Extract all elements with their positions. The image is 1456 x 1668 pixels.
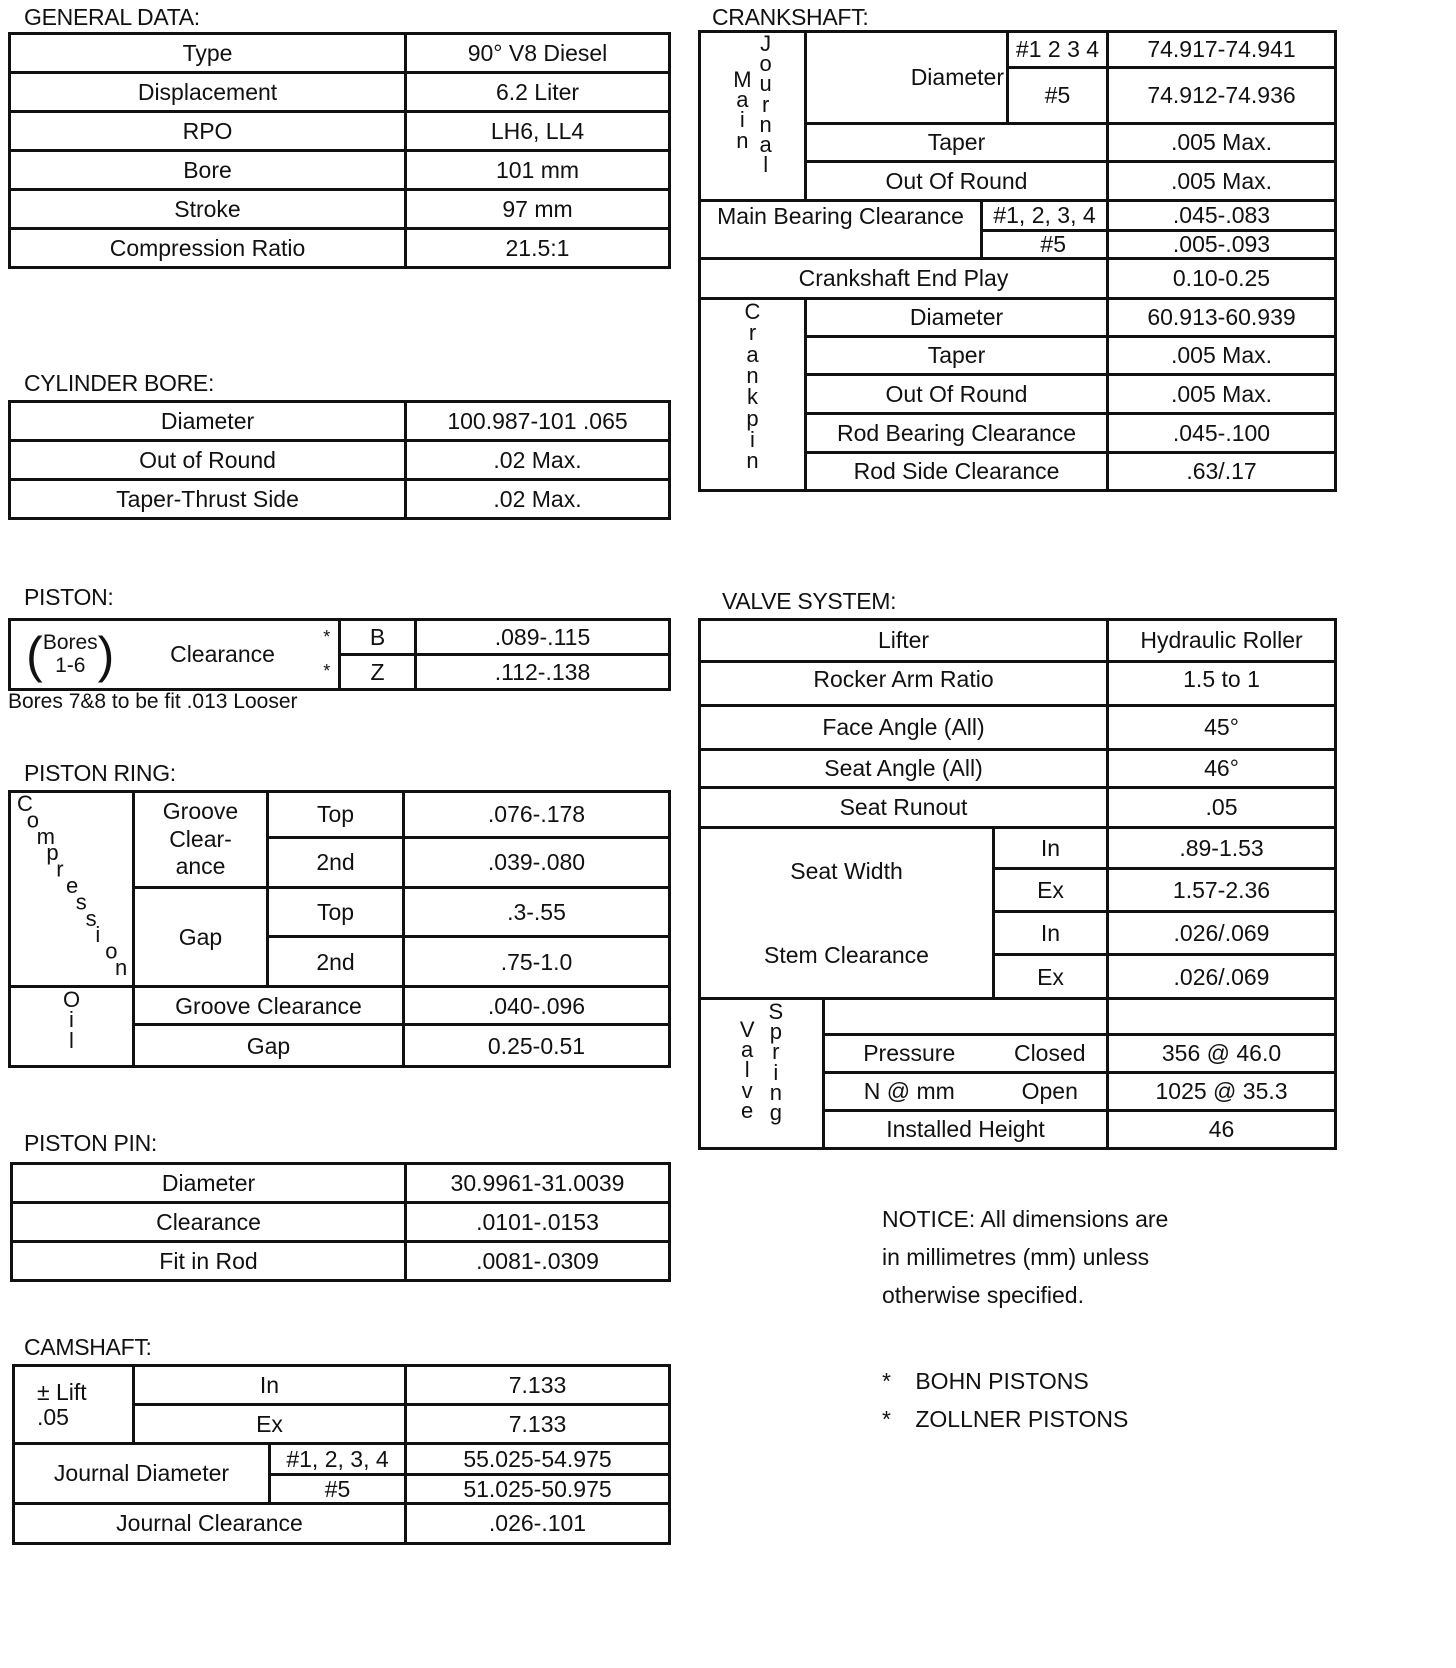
- journal-clearance-label: Journal Clearance: [14, 1504, 406, 1544]
- gap-2nd-value: .75-1.0: [404, 937, 670, 987]
- table-row: [700, 32, 1336, 68]
- mbc-5-label: #5: [982, 231, 1108, 259]
- table-row: [12, 1242, 670, 1281]
- rocker-ratio-label: Rocker Arm Ratio: [700, 662, 1108, 706]
- table-row: [700, 201, 1336, 231]
- table-row: [700, 299, 1336, 337]
- cam-in-value: 7.133: [406, 1366, 670, 1405]
- crankshaft-heading: CRANKSHAFT:: [712, 4, 869, 30]
- gap-2nd-label: 2nd: [268, 937, 404, 987]
- table-row: [700, 828, 1336, 869]
- spring-blank-cell: [824, 999, 1108, 1035]
- d-5-value: 74.912-74.936: [1108, 68, 1336, 124]
- journal-oor-label: Out Of Round: [806, 162, 1108, 201]
- stroke-value: 97 mm: [406, 190, 670, 229]
- lift-cell: [14, 1366, 134, 1444]
- gap-label: Gap: [134, 888, 268, 987]
- piston-ring-table: [8, 790, 671, 1068]
- journal-oor-value: .005 Max.: [1108, 162, 1336, 201]
- cp-taper-label: Taper: [806, 337, 1108, 375]
- table-row: [12, 1164, 670, 1203]
- compression-ratio-value: 21.5:1: [406, 229, 670, 268]
- mbc-5-value: .005-.093: [1108, 231, 1336, 259]
- valve-system-heading: VALVE SYSTEM:: [722, 588, 897, 614]
- cp-oor-label: Out Of Round: [806, 375, 1108, 414]
- crankpin-vertical-label: C r a n k p i n: [744, 299, 761, 474]
- pin-diameter-value: 30.9961-31.0039: [406, 1164, 670, 1203]
- rod-side-clearance-value: .63/.17: [1108, 453, 1336, 491]
- piston-pin-heading: PISTON PIN:: [24, 1130, 158, 1156]
- pressure-label: Pressure: [824, 1035, 994, 1073]
- d-1234-label: #1 2 3 4: [1008, 32, 1108, 68]
- zollner-footnote: [882, 1406, 1128, 1433]
- table-row: [10, 402, 670, 441]
- sc-ex-label: Ex: [994, 955, 1108, 999]
- seat-width-label: Seat Width: [790, 857, 903, 884]
- table-row: [700, 788, 1336, 828]
- table-row: [14, 1444, 670, 1475]
- table-row: [10, 229, 670, 268]
- journal-taper-value: .005 Max.: [1108, 124, 1336, 162]
- journal-taper-label: Taper: [806, 124, 1108, 162]
- sw-in-label: In: [994, 828, 1108, 869]
- rpo-value: LH6, LL4: [406, 112, 670, 151]
- face-angle-value: 45°: [1108, 706, 1336, 750]
- bores-range: 1-6: [55, 653, 86, 677]
- oil-label-cell: [10, 987, 134, 1067]
- piston-b-label: B: [340, 620, 416, 655]
- seat-angle-value: 46°: [1108, 750, 1336, 788]
- bohn-text: BOHN PISTONS: [915, 1368, 1089, 1394]
- cp-taper-value: .005 Max.: [1108, 337, 1336, 375]
- sw-ex-value: 1.57-2.36: [1108, 868, 1336, 912]
- piston-pin-table: [10, 1162, 671, 1282]
- installed-height-value: 46: [1108, 1111, 1336, 1149]
- piston-note: Bores 7&8 to be fit .013 Looser: [8, 690, 298, 713]
- camshaft-heading: CAMSHAFT:: [24, 1334, 152, 1360]
- open-label: Open: [994, 1073, 1108, 1111]
- open-value: 1025 @ 35.3: [1108, 1073, 1336, 1111]
- piston-heading: PISTON:: [24, 584, 114, 610]
- right-paren: ): [97, 626, 115, 683]
- piston-z-label: Z: [340, 655, 416, 690]
- crankpin-label-cell: [700, 299, 806, 491]
- valve-vertical-label: V a l v e: [739, 1017, 755, 1123]
- piston-clearance-label: Clearance: [130, 620, 316, 690]
- cam-ex-label: Ex: [134, 1405, 406, 1444]
- valve-system-table: [698, 618, 1337, 1150]
- seat-angle-label: Seat Angle (All): [700, 750, 1108, 788]
- groove-label-line3: ance: [175, 853, 226, 880]
- stem-clearance-label: Stem Clearance: [764, 941, 929, 968]
- nmm-label: N @ mm: [824, 1073, 994, 1111]
- displacement-value: 6.2 Liter: [406, 73, 670, 112]
- sc-in-value: .026/.069: [1108, 912, 1336, 955]
- seat-stem-label-cell: [700, 828, 994, 999]
- seat-runout-value: .05: [1108, 788, 1336, 828]
- pin-fit-label: Fit in Rod: [12, 1242, 406, 1281]
- bore-value: 101 mm: [406, 151, 670, 190]
- rpo-label: RPO: [10, 112, 406, 151]
- table-row: [10, 73, 670, 112]
- oil-groove-label: Groove Clearance: [134, 987, 404, 1025]
- groove-2nd-label: 2nd: [268, 838, 404, 888]
- jd-5-value: 51.025-50.975: [406, 1475, 670, 1504]
- gap-top-value: .3-.55: [404, 888, 670, 937]
- table-row: [12, 1203, 670, 1242]
- cam-in-label: In: [134, 1366, 406, 1405]
- bores-label: Bores: [42, 631, 98, 655]
- rocker-ratio-value: 1.5 to 1: [1108, 662, 1336, 706]
- compression-label-cell: [10, 792, 134, 987]
- cp-diameter-label: Diameter: [806, 299, 1108, 337]
- table-row: [700, 259, 1336, 299]
- rod-bearing-clearance-value: .045-.100: [1108, 414, 1336, 453]
- jd-1234-label: #1, 2, 3, 4: [270, 1444, 406, 1475]
- table-row: [10, 441, 670, 480]
- groove-top-label: Top: [268, 792, 404, 838]
- bohn-star: *: [316, 620, 340, 655]
- groove-label-line1: Groove: [162, 798, 239, 825]
- piston-ring-heading: PISTON RING:: [24, 760, 176, 786]
- piston-table: [8, 618, 671, 691]
- general-data-heading: GENERAL DATA:: [24, 4, 200, 30]
- zollner-text: ZOLLNER PISTONS: [915, 1406, 1129, 1432]
- d-5-label: #5: [1008, 68, 1108, 124]
- type-value: 90° V8 Diesel: [406, 34, 670, 73]
- table-row: [10, 987, 670, 1025]
- cp-oor-value: .005 Max.: [1108, 375, 1336, 414]
- bore-taper-label: Taper-Thrust Side: [10, 480, 406, 519]
- main-vertical-label: M a i n: [733, 67, 752, 153]
- lifter-label: Lifter: [700, 620, 1108, 662]
- spring-vertical-label: S p r i n g: [768, 999, 784, 1126]
- table-row: [700, 620, 1336, 662]
- svg-text:Compression: C o m p re s s io n: [17, 793, 128, 980]
- bore-out-of-round-label: Out of Round: [10, 441, 406, 480]
- closed-label: Closed: [994, 1035, 1108, 1073]
- left-paren: (: [26, 626, 43, 683]
- notice-line-2: in millimetres (mm) unless: [882, 1244, 1150, 1270]
- sc-ex-value: .026/.069: [1108, 955, 1336, 999]
- valve-spring-label-cell: [700, 999, 824, 1149]
- bore-taper-value: .02 Max.: [406, 480, 670, 519]
- general-data-table: [8, 32, 671, 269]
- gap-top-label: Top: [268, 888, 404, 937]
- closed-value: 356 @ 46.0: [1108, 1035, 1336, 1073]
- oil-gap-label: Gap: [134, 1025, 404, 1067]
- table-row: [700, 706, 1336, 750]
- end-play-value: 0.10-0.25: [1108, 259, 1336, 299]
- d-1234-value: 74.917-74.941: [1108, 32, 1336, 68]
- table-row: [10, 34, 670, 73]
- rod-side-clearance-label: Rod Side Clearance: [806, 453, 1108, 491]
- sc-in-label: In: [994, 912, 1108, 955]
- rod-bearing-clearance-label: Rod Bearing Clearance: [806, 414, 1108, 453]
- bohn-star: *: [882, 1368, 891, 1394]
- groove-top-value: .076-.178: [404, 792, 670, 838]
- installed-height-label: Installed Height: [824, 1111, 1108, 1149]
- table-row: [700, 999, 1336, 1035]
- pin-fit-value: .0081-.0309: [406, 1242, 670, 1281]
- bore-diameter-label: Diameter: [10, 402, 406, 441]
- oil-groove-value: .040-.096: [404, 987, 670, 1025]
- bore-out-of-round-value: .02 Max.: [406, 441, 670, 480]
- pin-clearance-value: .0101-.0153: [406, 1203, 670, 1242]
- bore-diameter-value: 100.987-101 .065: [406, 402, 670, 441]
- lifter-value: Hydraulic Roller: [1108, 620, 1336, 662]
- lift-tolerance: .05: [37, 1403, 69, 1430]
- jd-5-label: #5: [270, 1475, 406, 1504]
- cylinder-bore-heading: CYLINDER BORE:: [24, 370, 215, 396]
- table-row: [14, 1366, 670, 1405]
- journal-diameter-label: Journal Diameter: [14, 1444, 270, 1504]
- journal-vertical-label: J o u r n a l: [759, 31, 772, 178]
- stroke-label: Stroke: [10, 190, 406, 229]
- bohn-footnote: [882, 1368, 1089, 1395]
- bores-cell: [10, 620, 130, 690]
- mbc-1234-value: .045-.083: [1108, 201, 1336, 231]
- table-row: [10, 620, 670, 655]
- crankshaft-table: [698, 30, 1337, 492]
- notice-line-1: NOTICE: All dimensions are: [882, 1206, 1169, 1232]
- type-label: Type: [10, 34, 406, 73]
- table-row: [700, 750, 1336, 788]
- cylinder-bore-table: [8, 400, 671, 520]
- piston-z-value: .112-.138: [416, 655, 670, 690]
- groove-2nd-value: .039-.080: [404, 838, 670, 888]
- journal-clearance-value: .026-.101: [406, 1504, 670, 1544]
- table-row: [14, 1504, 670, 1544]
- sw-ex-label: Ex: [994, 868, 1108, 912]
- journal-diameter-label: Diameter: [806, 32, 1008, 124]
- main-journal-label-cell: [700, 32, 806, 201]
- cp-diameter-value: 60.913-60.939: [1108, 299, 1336, 337]
- groove-clearance-label-cell: [134, 792, 268, 888]
- spring-blank-value: [1108, 999, 1336, 1035]
- piston-b-value: .089-.115: [416, 620, 670, 655]
- notice-line-3: otherwise specified.: [882, 1282, 1084, 1308]
- zollner-star: *: [316, 655, 340, 690]
- displacement-label: Displacement: [10, 73, 406, 112]
- oil-gap-value: 0.25-0.51: [404, 1025, 670, 1067]
- end-play-label: Crankshaft End Play: [700, 259, 1108, 299]
- groove-label-line2: Clear-: [169, 825, 232, 852]
- oil-vertical-label: O i l: [62, 987, 81, 1053]
- sw-in-value: .89-1.53: [1108, 828, 1336, 869]
- table-row: [10, 112, 670, 151]
- table-row: [10, 792, 670, 838]
- jd-1234-value: 55.025-54.975: [406, 1444, 670, 1475]
- pin-diameter-label: Diameter: [12, 1164, 406, 1203]
- pin-clearance-label: Clearance: [12, 1203, 406, 1242]
- camshaft-table: [12, 1364, 671, 1545]
- bore-label: Bore: [10, 151, 406, 190]
- main-bearing-clearance-label: Main Bearing Clearance: [700, 201, 982, 259]
- lift-label: ± Lift: [37, 1379, 87, 1406]
- mbc-1234-label: #1, 2, 3, 4: [982, 201, 1108, 231]
- table-row: [700, 662, 1336, 706]
- cam-ex-value: 7.133: [406, 1405, 670, 1444]
- face-angle-label: Face Angle (All): [700, 706, 1108, 750]
- compression-ratio-label: Compression Ratio: [10, 229, 406, 268]
- compression-vertical-label: [11, 793, 129, 981]
- table-row: [10, 151, 670, 190]
- zollner-star: *: [882, 1406, 891, 1432]
- seat-runout-label: Seat Runout: [700, 788, 1108, 828]
- table-row: [10, 480, 670, 519]
- table-row: [10, 190, 670, 229]
